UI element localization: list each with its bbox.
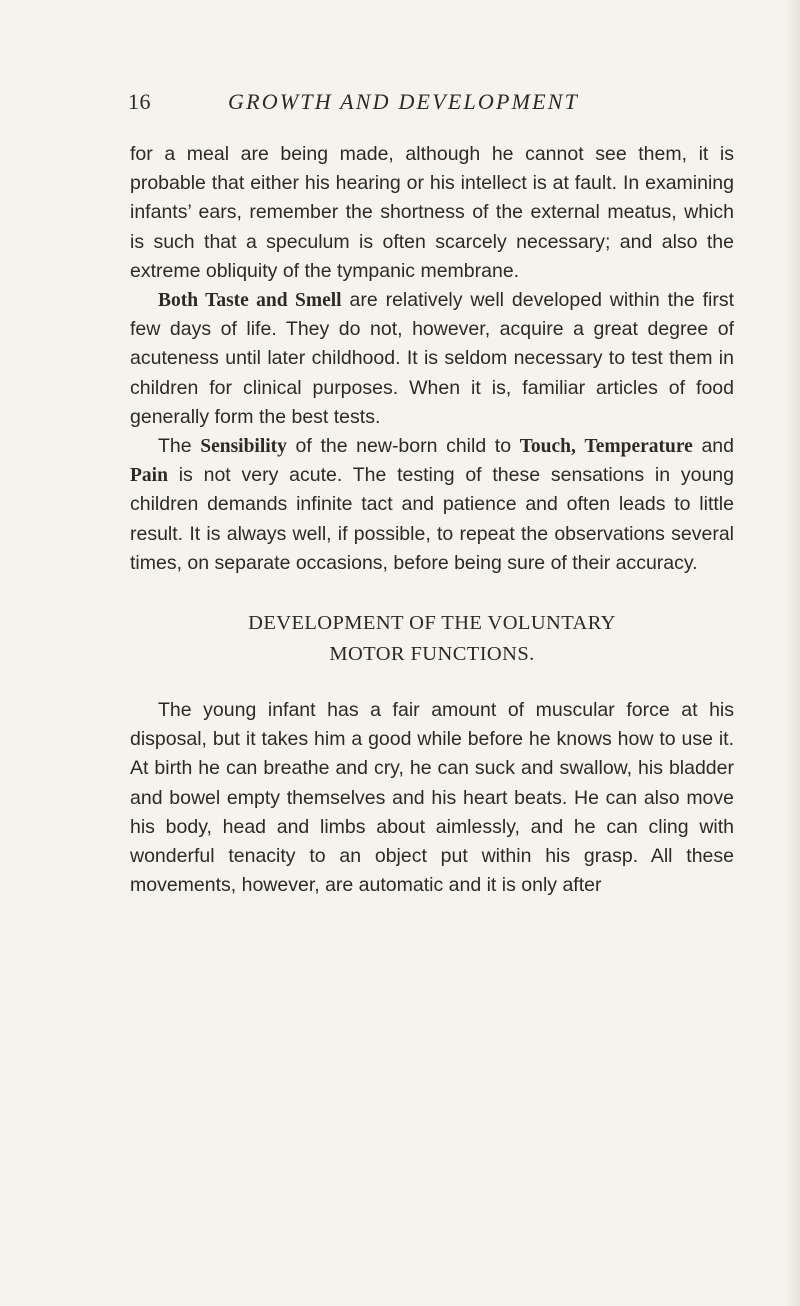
paragraph-3-and: and: [692, 435, 734, 458]
paragraph-3-space: [576, 435, 585, 457]
paragraph-2-text: are relatively well developed within the first few days of life. They do not, however, acquire a great degree of acuteness until later childhood. It is seldom necessary to test them in children for clinical purposes. When it is, familiar articles of food generally form the best tests.: [130, 289, 734, 428]
paragraph-2: [130, 286, 734, 432]
term-smell: Smell: [294, 290, 342, 312]
term-sensibility: Sensibility: [200, 436, 287, 458]
page-number: 16: [128, 89, 151, 114]
paragraph-3-text: is not very acute. The testing of these sensations in young children demands infinite tact and patience and often leads to little result. It is always well, if possible, to repeat the observations several times, on separate occasions, before being sure of their accuracy.: [130, 464, 734, 574]
term-pain: Pain: [130, 465, 168, 487]
term-temperature: Temperature: [584, 436, 693, 458]
section-heading: [130, 608, 734, 670]
section-heading-line-2: MOTOR FUNCTIONS.: [329, 643, 535, 666]
term-touch: Touch,: [519, 436, 576, 458]
paragraph-1-text: for a meal are being made, although he cannot see them, it is probable that either his hearing or his intellect is at fault. In examining infants’ ears, remember the shortness of the external meatus, which is such that a speculum is often scarcely necessary; and also the extreme obliquity of the tympanic membrane.: [130, 143, 734, 282]
body-text: [130, 140, 734, 900]
page-edge-shadow: [786, 0, 800, 1306]
paragraph-3-mid: of the new-born child to: [286, 435, 520, 458]
running-header: [128, 86, 668, 118]
term-taste: Both Taste: [158, 290, 249, 312]
paragraph-3: [130, 432, 734, 578]
paragraph-4-text: The young infant has a fair amount of muscular force at his disposal, but it takes him a good while before he knows how to use it. At birth he can breathe and cry, he can suck and swallow, his bladder and bowel empty themselves and his heart beats. He can also move his body, head and limbs about aimlessly, and he can cling with wonderful tenacity to an object put within his grasp. All these movements, however, are automatic and it is only after: [130, 699, 734, 897]
running-title: GROWTH AND DEVELOPMENT: [228, 89, 580, 114]
conj-and: and: [248, 290, 295, 312]
paragraph-3-lead: The: [158, 435, 201, 458]
paragraph-4: [130, 696, 734, 900]
paragraph-1: [130, 140, 734, 286]
section-heading-line-1: DEVELOPMENT OF THE VOLUNTARY: [248, 612, 616, 635]
